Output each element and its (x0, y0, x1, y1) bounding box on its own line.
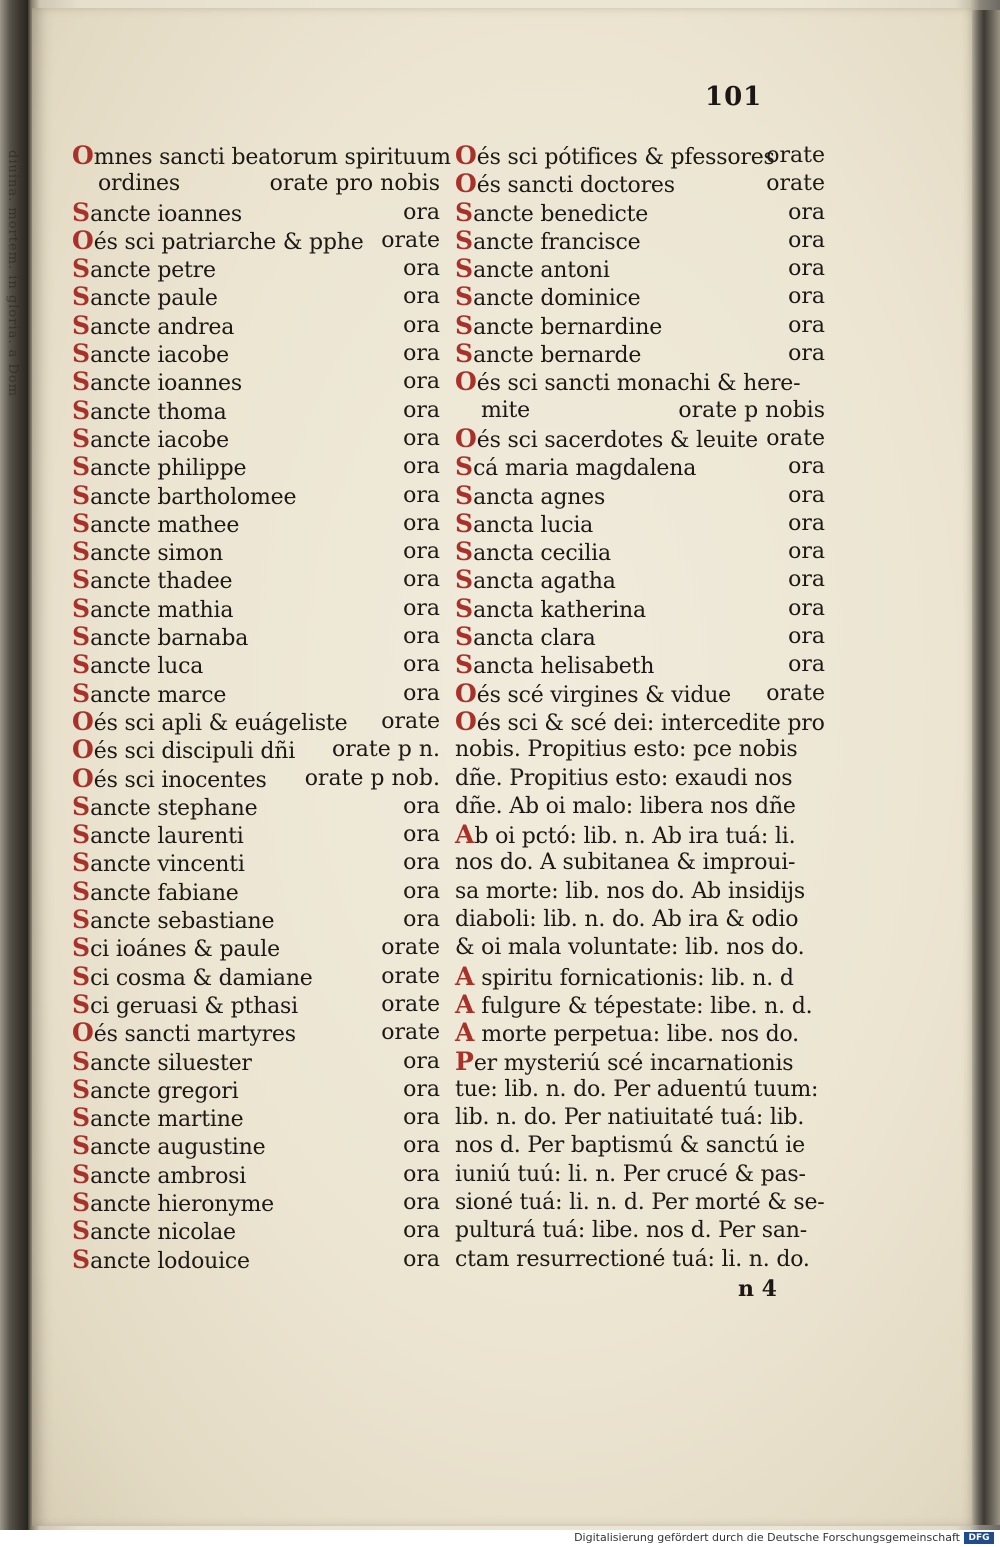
litany-text: és sci inocentes (93, 767, 267, 793)
rubric-initial: S (72, 622, 91, 652)
litany-text: és sci pótifices & pfessores (476, 145, 775, 170)
litany-response: ora (403, 284, 440, 310)
litany-response: ora (788, 482, 825, 508)
litany-text: ancta katherina (473, 597, 646, 623)
rubric-initial: S (72, 480, 91, 510)
rubric-initial: S (455, 282, 474, 312)
litany-text: ancte fabiane (90, 880, 239, 906)
litany-response: orate (381, 991, 440, 1017)
rubric-initial: S (455, 508, 474, 538)
left-page-edge (0, 0, 28, 1530)
rubric-initial: S (72, 367, 91, 397)
rubric-initial: O (72, 735, 94, 765)
rubric-initial: S (455, 593, 474, 623)
litany-text: iuniú tuú: li. n. Per crucé & pas- (455, 1161, 806, 1187)
litany-line (455, 1189, 825, 1217)
litany-text: ancta agnes (473, 484, 606, 510)
litany-text: ancte simon (90, 541, 223, 567)
litany-line (455, 1019, 825, 1047)
litany-line (72, 963, 440, 991)
litany-response: orate (381, 1020, 440, 1046)
litany-line (72, 340, 440, 368)
litany-text: és scé virgines & vidue (476, 682, 731, 708)
litany-text: ancte francisce (473, 229, 641, 255)
litany-text: b oi pctó: lib. n. Ab ira tuá: li. (474, 824, 796, 850)
litany-line (72, 312, 440, 340)
rubric-initial: S (72, 197, 91, 227)
litany-text: ancte luca (90, 654, 204, 680)
rubric-initial: S (455, 480, 474, 510)
rubric-initial: S (72, 1216, 91, 1246)
rubric-initial: O (455, 678, 477, 708)
litany-line (72, 765, 440, 793)
right-page-edge (972, 10, 1000, 1525)
litany-line (72, 1217, 440, 1245)
litany-response: ora (403, 199, 440, 225)
litany-line (455, 283, 825, 311)
litany-response: ora (403, 652, 440, 678)
litany-text: ancte petre (90, 258, 216, 284)
litany-response: orate pro nobis (269, 171, 440, 197)
litany-response: ora (403, 454, 440, 480)
litany-line (72, 141, 451, 170)
litany-text: sa morte: lib. nos do. Ab insidijs (455, 878, 805, 904)
litany-text: er mysteriú scé incarnationis (473, 1050, 794, 1076)
litany-line (72, 821, 440, 849)
litany-line (72, 453, 440, 481)
litany-line (455, 793, 825, 821)
litany-line (455, 849, 825, 877)
left-edge-text: diuina. mortem. in gloria. a Dom (5, 150, 20, 398)
litany-line (72, 510, 440, 538)
litany-text: ancte benedicte (473, 201, 649, 227)
litany-line (455, 1246, 825, 1274)
litany-text: dñe. Propitius esto: exaudi nos (455, 765, 793, 791)
litany-line (455, 453, 825, 481)
litany-line (455, 765, 825, 793)
litany-line (455, 651, 825, 679)
litany-response: ora (403, 482, 440, 508)
signature-mark: n 4 (738, 1276, 777, 1302)
litany-response: ora (403, 1133, 440, 1159)
rubric-initial: S (455, 339, 474, 369)
rubric-initial: S (72, 282, 91, 312)
litany-text: mnes sancti beatorum spirituum (93, 145, 451, 170)
litany-response: ora (788, 510, 825, 536)
litany-response: ora (403, 680, 440, 706)
litany-response: ora (788, 595, 825, 621)
rubric-initial: S (72, 820, 91, 850)
litany-text: ancte sebastiane (90, 909, 275, 935)
litany-line (72, 878, 440, 906)
rubric-initial: S (455, 565, 474, 595)
litany-line (72, 482, 440, 510)
litany-text: ancte marce (90, 682, 227, 708)
litany-response: ora (788, 256, 825, 282)
rubric-initial: O (455, 141, 477, 170)
rubric-initial: S (72, 339, 91, 369)
litany-text: ancte bernardine (473, 314, 663, 340)
litany-text: nos d. Per baptismú & sanctú ie (455, 1133, 805, 1159)
litany-text: ancte mathia (90, 597, 234, 623)
litany-text: és sci apli & euágeliste (93, 710, 348, 736)
litany-response: orate (381, 227, 440, 253)
litany-response: ora (403, 878, 440, 904)
litany-response: orate (766, 680, 825, 706)
litany-response: ora (403, 397, 440, 423)
litany-line (72, 1104, 440, 1132)
litany-response: ora (403, 1048, 440, 1074)
litany-response: orate (381, 935, 440, 961)
litany-text: ancte siluester (90, 1050, 252, 1076)
litany-line (72, 651, 440, 679)
litany-line (455, 227, 825, 255)
litany-response: ora (788, 624, 825, 650)
rubric-initial: S (72, 537, 91, 567)
litany-text: ancte laurenti (90, 824, 244, 850)
litany-text: pulturá tuá: libe. nos d. Per san- (455, 1218, 807, 1244)
litany-line (455, 566, 825, 594)
rubric-initial: S (72, 1046, 91, 1076)
litany-response: ora (403, 341, 440, 367)
litany-response: ora (788, 652, 825, 678)
rubric-initial: S (72, 452, 91, 482)
litany-line (455, 538, 825, 566)
litany-line (455, 623, 825, 651)
litany-text: és sci sacerdotes & leuite (476, 427, 758, 453)
litany-text: és sancti doctores (476, 173, 675, 199)
rubric-initial: S (72, 650, 91, 680)
litany-line (455, 991, 825, 1019)
litany-text: ancte iacobe (90, 343, 229, 369)
litany-response: ora (788, 567, 825, 593)
rubric-initial: S (72, 565, 91, 595)
litany-text: sioné tuá: li. n. d. Per morté & se- (455, 1189, 825, 1215)
rubric-initial: S (72, 423, 91, 453)
litany-text: és sci & scé dei: intercedite pro (476, 710, 825, 736)
folio-number: 101 (705, 82, 763, 112)
litany-text: ancta helisabeth (473, 654, 655, 680)
litany-line (455, 142, 825, 170)
litany-text: ancta lucia (473, 512, 594, 538)
litany-text: ancte antoni (473, 258, 610, 284)
rubric-initial: S (455, 452, 474, 482)
litany-line (72, 736, 440, 764)
litany-line (72, 849, 440, 877)
litany-text: és sci sancti monachi & here- (476, 371, 801, 397)
litany-line (455, 680, 825, 708)
litany-text: spiritu fornicationis: lib. n. d (474, 965, 794, 991)
litany-response: ora (403, 1189, 440, 1215)
litany-response: ora (788, 312, 825, 338)
litany-text: ci geruasi & pthasi (90, 993, 298, 1019)
litany-text: nobis. Propitius esto: pce nobis (455, 737, 798, 763)
litany-line (72, 1019, 440, 1047)
rubric-initial: S (455, 310, 474, 340)
rubric-initial: O (72, 1018, 94, 1048)
litany-line (72, 680, 440, 708)
rubric-initial: S (72, 1103, 91, 1133)
litany-text: lib. n. do. Per natiuitaté tuá: lib. (455, 1105, 805, 1131)
litany-response: ora (403, 256, 440, 282)
litany-line (72, 1048, 440, 1076)
litany-line (455, 312, 825, 340)
litany-line (455, 736, 825, 764)
litany-line (455, 170, 825, 198)
litany-text: ancte hieronyme (90, 1191, 274, 1217)
rubric-initial: S (455, 537, 474, 567)
litany-line (455, 906, 825, 934)
rubric-initial: S (72, 1074, 91, 1104)
litany-line (455, 708, 825, 736)
litany-text: és sci discipuli dñi (93, 739, 296, 765)
rubric-initial: S (72, 395, 91, 425)
litany-text: nos do. A subitanea & improui- (455, 850, 796, 876)
rubric-initial: S (455, 254, 474, 284)
rubric-initial: S (72, 1159, 91, 1189)
litany-text: ancte lodouice (90, 1248, 250, 1274)
litany-response: orate p nob. (304, 765, 440, 791)
litany-response: ora (403, 1105, 440, 1131)
litany-text: ancte philippe (90, 456, 247, 482)
litany-text: diaboli: lib. n. do. Ab ira & odio (455, 907, 799, 933)
litany-line (72, 623, 440, 651)
litany-text: ancte dominice (473, 286, 641, 312)
litany-line (72, 566, 440, 594)
litany-text: ancte thoma (90, 399, 227, 425)
litany-response: ora (403, 369, 440, 395)
litany-line (455, 425, 825, 453)
rubric-initial: A (455, 1018, 475, 1048)
litany-text: ancta clara (473, 626, 596, 652)
litany-line (455, 340, 825, 368)
litany-text: dñe. Ab oi malo: libera nos dñe (455, 793, 796, 819)
dfg-logo-icon: DFG (964, 1532, 994, 1544)
litany-text: ancta cecilia (473, 541, 611, 567)
litany-text: ancte ioannes (90, 371, 242, 397)
rubric-initial: S (72, 593, 91, 623)
litany-response: orate (381, 708, 440, 734)
litany-text: ancte bernarde (473, 343, 642, 369)
litany-line (455, 482, 825, 510)
rubric-initial: A (455, 961, 475, 991)
litany-response: ora (403, 425, 440, 451)
litany-response: ora (403, 1246, 440, 1272)
rubric-initial: S (72, 1187, 91, 1217)
litany-response: ora (788, 199, 825, 225)
litany-response: orate (766, 171, 825, 197)
litany-text: ancte ambrosi (90, 1163, 247, 1189)
footer-bar (0, 1530, 1000, 1547)
litany-text: ci cosma & damiane (90, 965, 313, 991)
litany-line (72, 1246, 440, 1274)
litany-response: ora (403, 595, 440, 621)
litany-text: ctam resurrectioné tuá: li. n. do. (455, 1246, 810, 1272)
rubric-initial: A (455, 820, 475, 850)
left-column-litany (72, 141, 451, 1274)
right-column-litany (455, 142, 825, 1274)
litany-response: orate p n. (332, 737, 440, 763)
litany-text: ancte bartholomee (90, 484, 297, 510)
rubric-initial: S (72, 1244, 91, 1274)
rubric-initial: O (455, 706, 477, 736)
litany-response: orate p nobis (678, 397, 825, 423)
litany-line (72, 934, 440, 962)
litany-line (72, 170, 440, 198)
rubric-initial: S (72, 791, 91, 821)
litany-response: ora (788, 539, 825, 565)
litany-response: ora (403, 312, 440, 338)
litany-response: ora (788, 284, 825, 310)
litany-response: ora (403, 539, 440, 565)
rubric-initial: S (455, 225, 474, 255)
litany-line (455, 510, 825, 538)
litany-line (455, 368, 825, 396)
litany-text: & oi mala voluntate: lib. nos do. (455, 935, 805, 961)
rubric-initial: S (72, 678, 91, 708)
rubric-initial: O (455, 169, 477, 199)
litany-line (455, 821, 825, 849)
litany-line (72, 595, 440, 623)
litany-line (72, 255, 440, 283)
rubric-initial: S (72, 310, 91, 340)
litany-text: ancte ioannes (90, 201, 242, 227)
litany-line (72, 991, 440, 1019)
litany-line (455, 1104, 825, 1132)
rubric-initial: S (72, 876, 91, 906)
litany-text: ancte andrea (90, 314, 235, 340)
litany-text: ordines (98, 171, 180, 197)
rubric-initial: S (72, 254, 91, 284)
rubric-initial: S (72, 508, 91, 538)
litany-line (455, 963, 825, 991)
litany-text: ancte martine (90, 1107, 244, 1133)
litany-response: ora (403, 822, 440, 848)
litany-text: ancte mathee (90, 512, 240, 538)
litany-text: ancte thadee (90, 569, 233, 595)
litany-line (72, 397, 440, 425)
litany-response: ora (403, 907, 440, 933)
litany-response: orate (381, 963, 440, 989)
rubric-initial: O (455, 367, 477, 397)
rubric-initial: S (72, 1131, 91, 1161)
litany-line (455, 934, 825, 962)
litany-line (455, 199, 825, 227)
litany-text: fulgure & tépestate: libe. n. d. (474, 993, 813, 1019)
litany-text: ci ioánes & paule (90, 937, 280, 963)
litany-line (72, 1189, 440, 1217)
litany-response: ora (788, 227, 825, 253)
rubric-initial: O (72, 225, 94, 255)
litany-line (72, 708, 440, 736)
litany-line (455, 1132, 825, 1160)
litany-response: ora (403, 793, 440, 819)
litany-line (72, 1161, 440, 1189)
litany-text: ancte nicolae (90, 1220, 236, 1246)
litany-text: morte perpetua: libe. nos do. (474, 1022, 799, 1048)
litany-line (72, 906, 440, 934)
litany-line (455, 1217, 825, 1245)
litany-response: ora (403, 567, 440, 593)
rubric-initial: A (455, 989, 475, 1019)
rubric-initial: O (72, 763, 94, 793)
litany-response: ora (403, 1218, 440, 1244)
litany-response: ora (403, 1161, 440, 1187)
litany-line (455, 1076, 825, 1104)
litany-line (72, 199, 440, 227)
litany-response: orate (766, 425, 825, 451)
litany-line (72, 425, 440, 453)
litany-text: ancte vincenti (90, 852, 245, 878)
litany-text: ancte gregori (90, 1078, 239, 1104)
litany-text: cá maria magdalena (473, 456, 697, 482)
rubric-initial: O (455, 423, 477, 453)
litany-text: ancta agatha (473, 569, 616, 595)
litany-line (455, 255, 825, 283)
litany-line (455, 1048, 825, 1076)
rubric-initial: S (455, 622, 474, 652)
rubric-initial: O (72, 141, 94, 170)
rubric-initial: S (72, 933, 91, 963)
litany-text: tue: lib. n. do. Per aduentú tuum: (455, 1076, 819, 1102)
litany-line (72, 1132, 440, 1160)
litany-text: ancte barnaba (90, 626, 249, 652)
litany-response: ora (403, 850, 440, 876)
rubric-initial: S (455, 197, 474, 227)
litany-response: ora (788, 454, 825, 480)
rubric-initial: S (72, 848, 91, 878)
rubric-initial: S (455, 650, 474, 680)
litany-response: ora (403, 624, 440, 650)
litany-response: ora (403, 510, 440, 536)
rubric-initial: S (72, 989, 91, 1019)
litany-response: ora (788, 341, 825, 367)
footer-credit: Digitalisierung gefördert durch die Deutsche Forschungsgemeinschaft (574, 1531, 960, 1544)
litany-text: ancte stephane (90, 795, 258, 821)
rubric-initial: P (455, 1046, 474, 1076)
litany-line (72, 538, 440, 566)
litany-line (455, 397, 825, 425)
litany-line (455, 878, 825, 906)
litany-text: és sci patriarche & pphe (93, 229, 364, 255)
litany-line (72, 368, 440, 396)
litany-line (72, 1076, 440, 1104)
litany-text: és sancti martyres (93, 1022, 296, 1048)
litany-text: mite (481, 397, 530, 423)
litany-response: orate (766, 143, 825, 168)
litany-line (72, 227, 440, 255)
rubric-initial: S (72, 905, 91, 935)
litany-line (72, 283, 440, 311)
rubric-initial: O (72, 706, 94, 736)
litany-text: ancte paule (90, 286, 218, 312)
rubric-initial: S (72, 961, 91, 991)
litany-text: ancte augustine (90, 1135, 266, 1161)
litany-line (455, 595, 825, 623)
litany-line (72, 793, 440, 821)
litany-line (455, 1161, 825, 1189)
litany-text: ancte iacobe (90, 427, 229, 453)
litany-response: ora (403, 1076, 440, 1102)
